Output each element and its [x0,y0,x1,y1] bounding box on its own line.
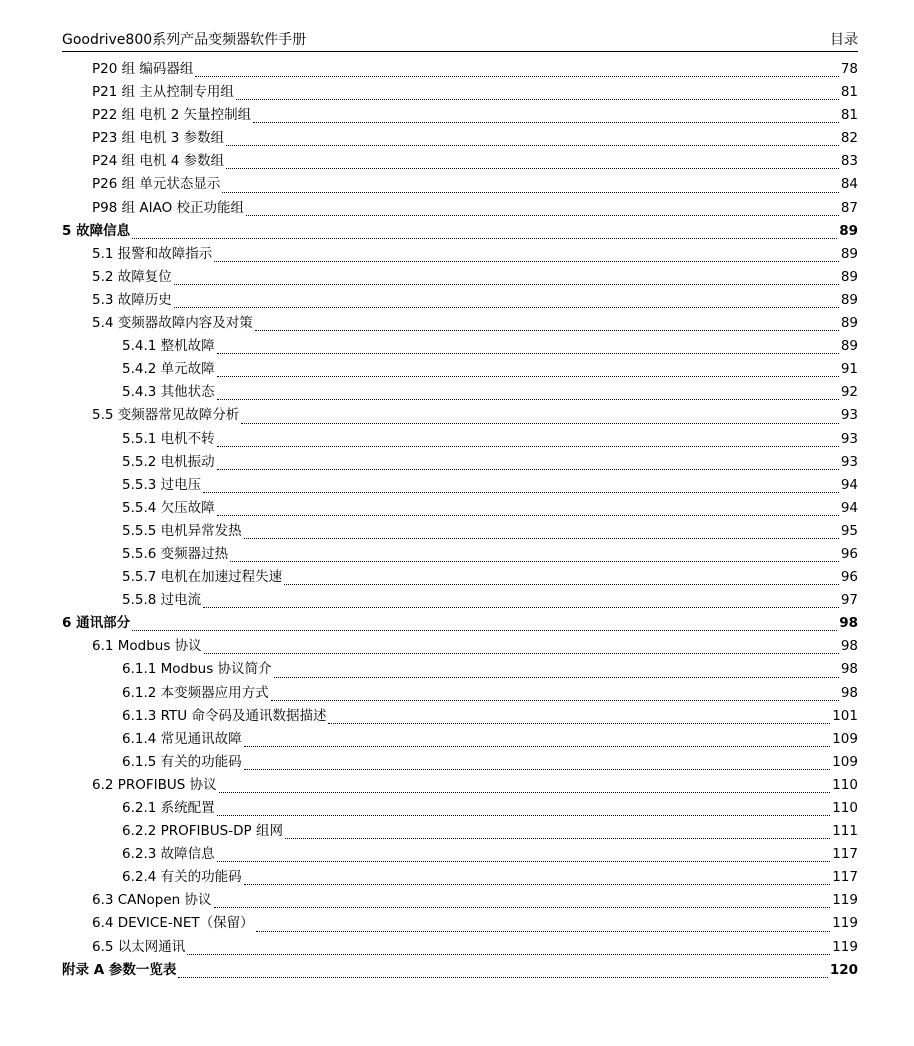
toc-entry-label: 5.5.8 过电流 [122,592,202,609]
dot-leader [187,936,830,955]
dot-leader [285,820,830,839]
toc-entry-page: 89 [840,291,858,308]
dot-leader [274,659,839,678]
dot-leader [217,497,839,516]
dot-leader [132,220,837,239]
toc-entry-label: 5.5.4 欠压故障 [122,499,215,516]
toc-entry-label: 6.2.3 故障信息 [122,846,215,863]
toc-entry-label: P24 组 电机 4 参数组 [92,153,225,170]
toc-entry-page: 94 [840,499,858,516]
toc-entry-page: 89 [840,268,858,285]
toc-entry[interactable] [62,127,858,150]
dot-leader [132,612,837,631]
dot-leader [284,566,839,585]
toc-entry-page: 83 [840,153,858,170]
toc-entry-page: 98 [840,684,858,701]
toc-entry-page: 93 [840,407,858,424]
toc-entry-page: 89 [840,315,858,332]
toc-entry-label: 6.3 CANopen 协议 [92,892,212,909]
toc-entry[interactable] [62,266,858,289]
toc-entry-page: 87 [840,199,858,216]
toc-entry[interactable] [62,589,858,612]
toc-entry[interactable] [62,566,858,589]
toc-entry[interactable] [62,843,858,866]
toc-entry[interactable] [62,81,858,104]
dot-leader [174,289,839,308]
dot-leader [244,866,831,885]
dot-leader [203,589,839,608]
toc-entry-label: 5.2 故障复位 [92,268,172,285]
toc-entry-page: 91 [840,361,858,378]
toc-entry[interactable] [62,497,858,520]
table-of-contents [62,58,858,982]
toc-entry-label: 6.1.3 RTU 命令码及通讯数据描述 [122,707,327,724]
toc-entry-label: P26 组 单元状态显示 [92,176,221,193]
toc-entry-label: 5.4.1 整机故障 [122,338,215,355]
dot-leader [217,381,839,400]
toc-entry[interactable] [62,173,858,196]
toc-entry[interactable] [62,312,858,335]
toc-entry-label: 6.2.4 有关的功能码 [122,869,242,886]
toc-entry-label: 5.5.2 电机振动 [122,453,215,470]
toc-entry[interactable] [62,912,858,935]
toc-entry-page: 101 [832,707,858,724]
dot-leader [217,428,839,447]
toc-entry[interactable] [62,404,858,427]
toc-entry-page: 98 [839,615,858,632]
toc-entry[interactable] [62,381,858,404]
toc-entry[interactable] [62,936,858,959]
toc-entry-label: 5.5 变频器常见故障分析 [92,407,240,424]
toc-entry[interactable] [62,612,858,635]
toc-entry[interactable] [62,682,858,705]
toc-entry-label: 6.1.1 Modbus 协议简介 [122,661,272,678]
dot-leader [226,150,839,169]
toc-entry-page: 94 [840,476,858,493]
toc-entry-page: 119 [832,915,858,932]
dot-leader [195,58,838,77]
toc-entry-page: 81 [840,107,858,124]
toc-entry[interactable] [62,150,858,173]
toc-entry-page: 109 [832,753,858,770]
toc-entry-label: 5 故障信息 [62,222,131,239]
toc-entry-page: 93 [840,453,858,470]
toc-entry-label: 5.4.2 单元故障 [122,361,215,378]
toc-entry[interactable] [62,358,858,381]
dot-leader [178,959,827,978]
toc-entry-page: 111 [832,823,858,840]
toc-entry-page: 110 [832,776,858,793]
toc-entry[interactable] [62,197,858,220]
toc-entry-label: 6.1.4 常见通讯故障 [122,730,242,747]
toc-entry-label: 5.5.7 电机在加速过程失速 [122,569,283,586]
toc-entry[interactable] [62,635,858,658]
toc-entry-label: 6.1.5 有关的功能码 [122,753,242,770]
toc-entry[interactable] [62,820,858,843]
section-title: 目录 [830,32,858,48]
dot-leader [214,243,839,262]
dot-leader [174,266,839,285]
toc-entry[interactable] [62,705,858,728]
toc-entry-label: 6.4 DEVICE-NET（保留） [92,915,254,932]
toc-entry-label: 5.1 报警和故障指示 [92,245,213,262]
toc-entry-page: 96 [840,569,858,586]
dot-leader [244,520,839,539]
toc-entry-label: P21 组 主从控制专用组 [92,84,234,101]
toc-entry-label: 5.5.1 电机不转 [122,430,215,447]
toc-entry-page: 96 [840,545,858,562]
dot-leader [255,312,839,331]
dot-leader [203,474,839,493]
toc-entry-page: 89 [839,222,858,239]
toc-entry-page: 119 [832,892,858,909]
toc-entry[interactable] [62,428,858,451]
toc-entry[interactable] [62,243,858,266]
dot-leader [217,451,839,470]
toc-entry-page: 89 [840,245,858,262]
dot-leader [226,127,839,146]
dot-leader [230,543,839,562]
dot-leader [328,705,830,724]
toc-entry-label: 5.3 故障历史 [92,291,172,308]
toc-entry[interactable] [62,751,858,774]
toc-entry[interactable] [62,289,858,312]
dot-leader [214,889,831,908]
toc-entry[interactable] [62,658,858,681]
toc-entry-label: P22 组 电机 2 矢量控制组 [92,107,252,124]
toc-entry-label: P23 组 电机 3 参数组 [92,130,225,147]
toc-entry-label: P98 组 AIAO 校正功能组 [92,199,245,216]
dot-leader [217,797,831,816]
toc-entry-page: 98 [840,638,858,655]
toc-entry-label: 附录 A 参数一览表 [62,961,177,978]
toc-entry-page: 78 [840,61,858,77]
dot-leader [256,913,831,932]
toc-entry-page: 82 [840,130,858,147]
toc-entry[interactable] [62,220,858,243]
toc-entry-label: 6.1 Modbus 协议 [92,638,202,655]
toc-entry[interactable] [62,104,858,127]
toc-entry-label: 5.4 变频器故障内容及对策 [92,315,253,332]
dot-leader [244,751,831,770]
toc-entry-label: 6.2 PROFIBUS 协议 [92,776,217,793]
toc-entry-label: P20 组 编码器组 [92,61,194,77]
toc-entry[interactable] [62,58,858,81]
toc-entry-page: 84 [840,176,858,193]
toc-entry-page: 89 [840,338,858,355]
toc-entry[interactable] [62,543,858,566]
toc-entry-page: 98 [840,661,858,678]
toc-entry[interactable] [62,335,858,358]
toc-entry-page: 97 [840,592,858,609]
toc-entry[interactable] [62,959,858,982]
dot-leader [246,197,839,216]
dot-leader [244,728,831,747]
dot-leader [204,635,839,654]
toc-entry-page: 117 [832,846,858,863]
toc-entry-page: 119 [832,938,858,955]
toc-entry-page: 93 [840,430,858,447]
page-header [62,27,858,52]
dot-leader [219,774,831,793]
toc-entry[interactable] [62,797,858,820]
toc-entry-page: 120 [829,961,858,978]
toc-entry-page: 81 [840,84,858,101]
toc-entry-page: 117 [832,869,858,886]
toc-entry-label: 5.4.3 其他状态 [122,384,215,401]
toc-entry[interactable] [62,728,858,751]
toc-entry-page: 92 [840,384,858,401]
toc-entry-page: 95 [840,522,858,539]
toc-entry-page: 110 [832,800,858,816]
toc-entry-label: 6.5 以太网通讯 [92,938,186,955]
toc-entry[interactable] [62,866,858,889]
toc-entry-page: 109 [832,730,858,747]
toc-entry[interactable] [62,774,858,797]
dot-leader [236,81,839,100]
dot-leader [271,682,839,701]
dot-leader [253,104,839,123]
toc-entry-label: 6.2.1 系统配置 [122,800,215,816]
toc-entry-label: 6.2.2 PROFIBUS-DP 组网 [122,823,283,840]
dot-leader [217,358,839,377]
dot-leader [217,843,831,862]
toc-entry[interactable] [62,451,858,474]
dot-leader [241,405,839,424]
toc-entry[interactable] [62,474,858,497]
dot-leader [217,335,839,354]
toc-entry-label: 5.5.5 电机异常发热 [122,522,242,539]
toc-entry-label: 6 通讯部分 [62,615,131,632]
dot-leader [222,174,838,193]
toc-entry-label: 5.5.3 过电压 [122,476,202,493]
toc-entry[interactable] [62,520,858,543]
document-title: Goodrive800系列产品变频器软件手册 [62,32,307,48]
toc-entry[interactable] [62,889,858,912]
toc-entry-label: 6.1.2 本变频器应用方式 [122,684,269,701]
toc-entry-label: 5.5.6 变频器过热 [122,545,229,562]
